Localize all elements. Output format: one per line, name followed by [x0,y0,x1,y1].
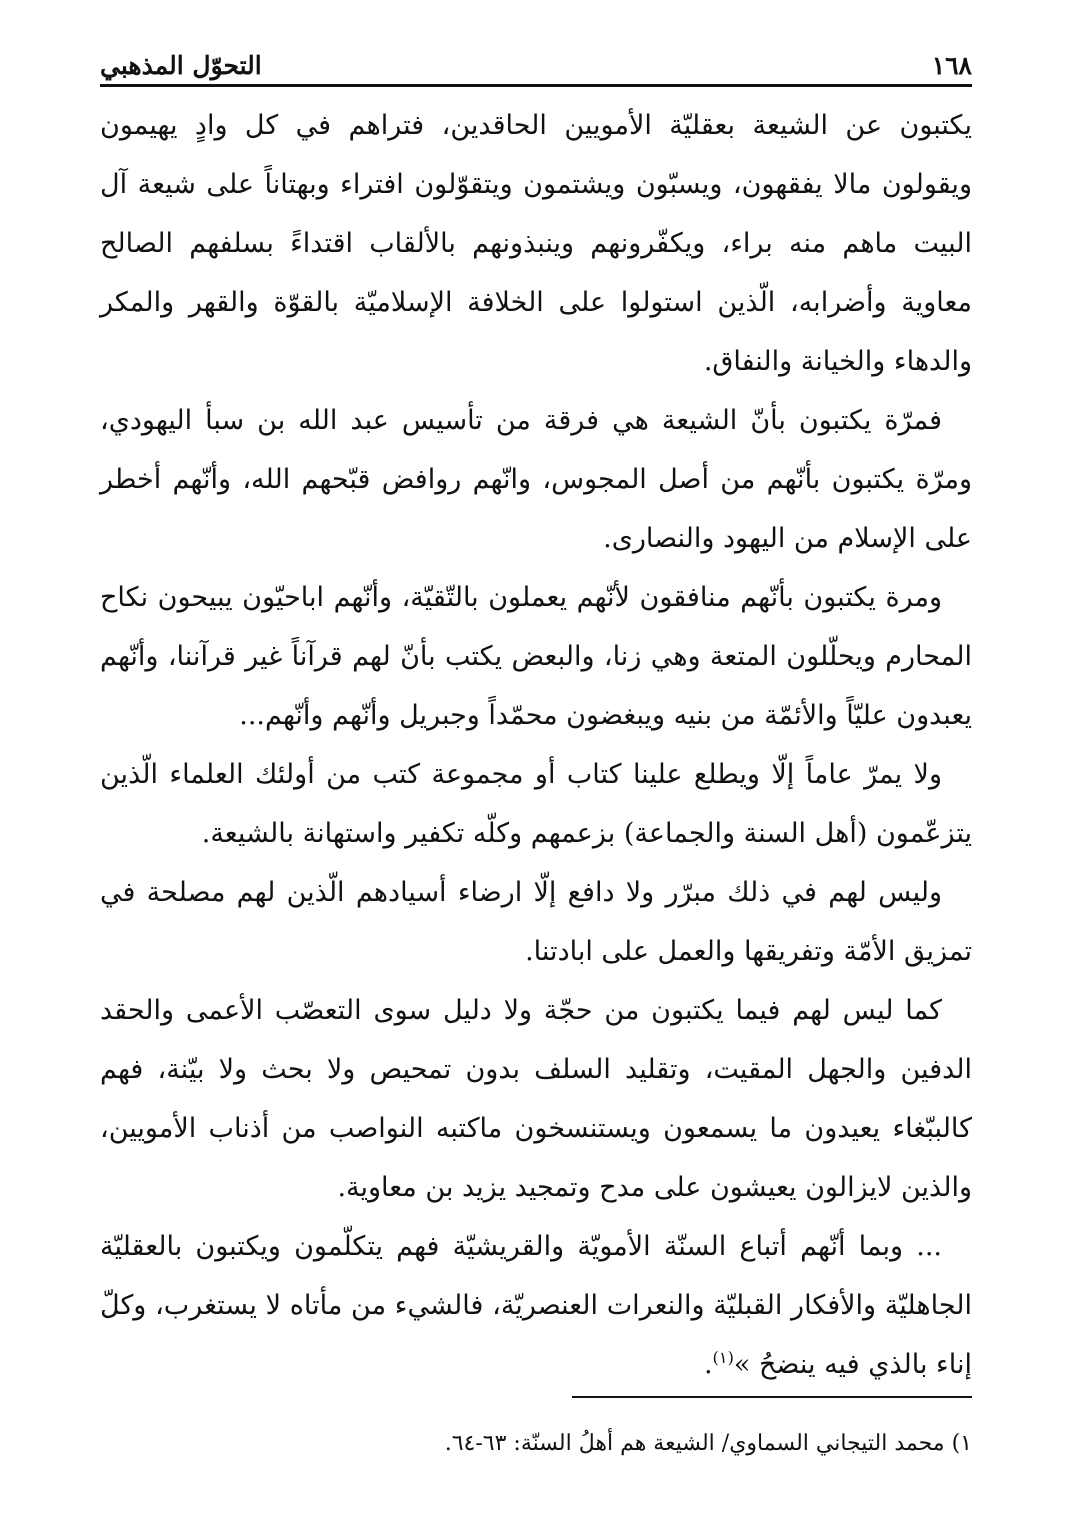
footnote-rule [572,1396,972,1398]
main-text [100,96,972,1394]
header-rule [100,84,972,87]
paragraph-2: فمرّة يكتبون بأنّ الشيعة هي فرقة من تأسيس عبد الله بن سبأ اليهودي، ومرّة يكتبون بأنّهم من أصل المجوس، وانّهم روافض قبّحهم الله، وأنّهم أخطر على الإسلام من اليهود والنصارى. [100,405,972,554]
footnote: ١) محمد التيجاني السماوي/ الشيعة هم أهلُ السنّة: ٦٣-٦٤. [444,1431,972,1456]
paragraph-4: ولا يمرّ عاماً إلّا ويطلع علينا كتاب أو مجموعة كتب من أولئك العلماء الّذين يتزعّمون (أهل السنة والجماعة) بزعمهم وكلّه تكفير واستهانة بالشيعة. [100,759,972,849]
paragraph-3: ومرة يكتبون بأنّهم منافقون لأنّهم يعملون بالتّقيّة، وأنّهم اباحيّون يبيحون نكاح المحارم ويحلّلون المتعة وهي زنا، والبعض يكتب بأنّ لهم قرآناً غير قرآننا، وأنّهم يعبدون عليّاً والأئمّة من بنيه ويبغضون محمّداً وجبريل وأنّهم وأنّهم... [100,582,972,731]
paragraph-7-text: ... وبما أنّهم أتباع السنّة الأمويّة والقريشيّة فهم يتكلّمون ويكتبون بالعقليّة الجاهليّة والأفكار القبليّة والنعرات العنصريّة، فالشيء من مأتاه لا يستغرب، وكلّ إناء بالذي فيه ينضحُ » [100,1231,972,1380]
paragraph-7-end: . [703,1349,713,1380]
paragraph-5: وليس لهم في ذلك مبرّر ولا دافع إلّا ارضاء أسيادهم الّذين لهم مصلحة في تمزيق الأمّة وتفريقها والعمل على ابادتنا. [100,877,972,967]
paragraph-6: كما ليس لهم فيما يكتبون من حجّة ولا دليل سوى التعصّب الأعمى والحقد الدفين والجهل المقيت، وتقليد السلف بدون تمحيص ولا بحث ولا بيّنة، فهم كالببّغاء يعيدون ما يسمعون ويستنسخون ماكتبه النواصب من أذناب الأمويين، والذين لايزالون يعيشون على مدح وتمجيد يزيد بن معاوية. [100,995,972,1203]
paragraph-1: يكتبون عن الشيعة بعقليّة الأمويين الحاقدين، فتراهم في كل وادٍ يهيمون ويقولون مالا يفقهون، ويسبّون ويشتمون ويتقوّلون افتراء وبهتاناً على شيعة آل البيت ماهم منه براء، ويكفّرونهم وينبذونهم بالألقاب اقتداءً بسلفهم الصالح معاوية وأضرابه، الّذين استولوا على الخلافة الإسلاميّة بالقوّة والقهر والمكر والدهاء والخيانة والنفاق. [100,110,972,377]
footnote-marker: (١) [712,1348,734,1367]
running-title: التحوّل المذهبي [100,51,262,80]
running-header [100,36,972,80]
page-number: ١٦٨ [931,51,972,80]
paragraph-7 [100,1217,972,1394]
